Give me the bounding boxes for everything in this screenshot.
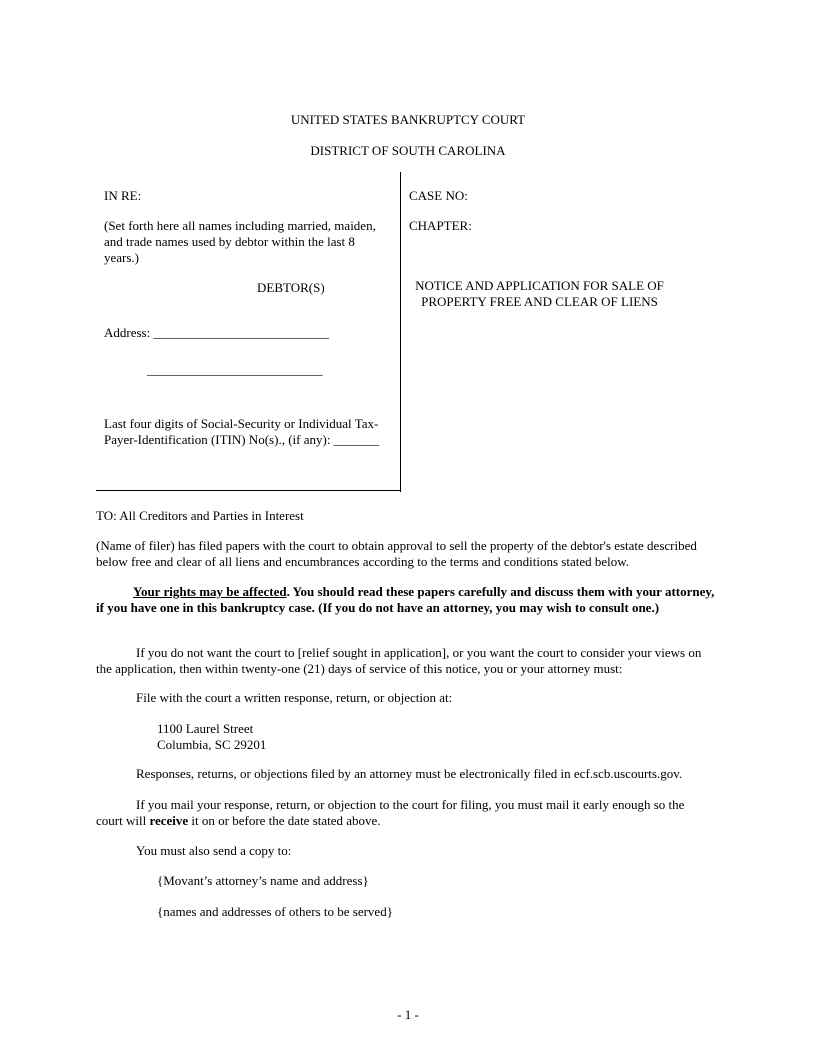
chapter-label: CHAPTER: [409, 218, 472, 233]
address-line-2: ___________________________ [147, 362, 323, 377]
notice-title: NOTICE AND APPLICATION FOR SALE OF PROPERTY FREE AND CLEAR OF LIENS [415, 278, 664, 309]
caption-divider-vertical [400, 172, 401, 492]
address-field: Address: ___________________________ [104, 325, 329, 340]
copy-to-line: You must also send a copy to: [136, 843, 292, 858]
rights-underlined: Your rights may be affected [133, 584, 287, 599]
mail-paragraph [96, 797, 706, 829]
movant-line: {Movant’s attorney’s name and address} [157, 873, 369, 888]
if-not-want-paragraph: If you do not want the court to [relief sought in application], or you want the court to consider your views on the application, then within twenty-one (21) days of service of this notice, you or your attorney must: [96, 645, 702, 676]
court-address-1: 1100 Laurel Street [157, 721, 254, 736]
caption-divider-horizontal [96, 490, 401, 491]
page-number: - 1 - [397, 1007, 419, 1022]
rights-rest: . You should read these papers carefully and discuss them with your attorney, if you have one in this bankruptcy case. (If you do not have an attorney, you may wish to consult one.) [96, 584, 715, 615]
district-title: DISTRICT OF SOUTH CAROLINA [310, 143, 506, 158]
mail-bold: receive [149, 813, 189, 828]
in-re-label: IN RE: [104, 188, 142, 203]
mail-part-1: If you mail your response, return, or objection to the court for filing, you must mail it early enough so the court will [96, 797, 685, 828]
court-title: UNITED STATES BANKRUPTCY COURT [290, 112, 526, 127]
debtors-label: DEBTOR(S) [257, 280, 325, 295]
court-address-2: Columbia, SC 29201 [157, 737, 267, 752]
others-line: {names and addresses of others to be served} [157, 904, 393, 919]
file-with-line: File with the court a written response, return, or objection at: [136, 690, 453, 705]
rights-paragraph [96, 584, 720, 616]
electronic-filing-line: Responses, returns, or objections filed by an attorney must be electronically filed in ecf.scb.uscourts.gov. [136, 766, 683, 781]
to-line: TO: All Creditors and Parties in Interest [96, 508, 304, 523]
intro-paragraph: (Name of filer) has filed papers with the court to obtain approval to sell the property of the debtor's estate described below free and clear of all liens and encumbrances according to the terms and conditions stated below. [96, 538, 697, 569]
mail-part-2: it on or before the date stated above. [188, 813, 381, 828]
names-note: (Set forth here all names including married, maiden, and trade names used by debtor within the last 8 years.) [104, 218, 376, 265]
case-no-label: CASE NO: [409, 188, 468, 203]
ssn-note: Last four digits of Social-Security or Individual Tax-Payer-Identification (ITIN) No(s)., (if any): _______ [104, 416, 380, 447]
